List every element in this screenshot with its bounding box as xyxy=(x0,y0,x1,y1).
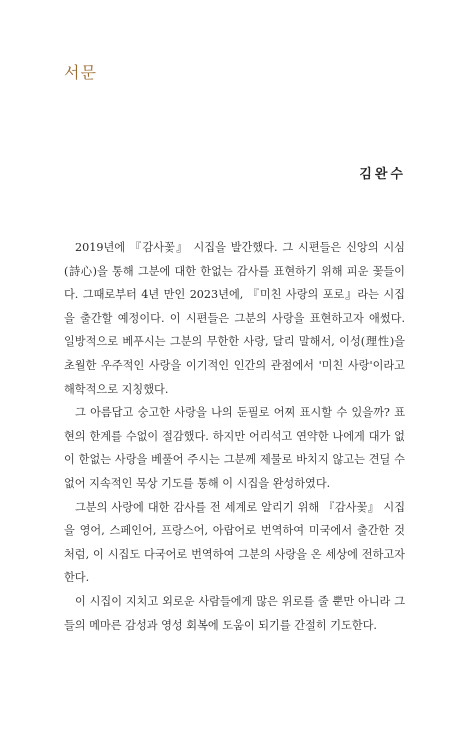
paragraph-1: 2019년에 『감사꽃』 시집을 발간했다. 그 시편들은 신앙의 시심(詩心)을 통해 그분에 대한 한없는 감사를 표현하기 위해 피운 꽃들이다. 그때로부터 4년 만인 2023년에, 『미친 사랑의 포로』라는 시집을 출간할 예정이다. 이 시편들은 그분의 사랑을 표현하고자 애썼다. 일방적으로 베푸시는 그분의 무한한 사랑, 달리 말해서, 이성(理性)을 초월한 우주적인 사랑을 이기적인 인간의 관점에서 '미친 사랑'이라고 해학적으로 지칭했다. xyxy=(64,241,405,396)
author-name: 김완수 xyxy=(359,167,406,182)
page-title: 서문 xyxy=(64,63,97,82)
paragraph-4: 이 시집이 지치고 외로운 사람들에게 많은 위로를 줄 뿐만 아니라 그들의 메마른 감성과 영성 회복에 도움이 되기를 간절히 기도한다. xyxy=(64,594,405,632)
preface-body xyxy=(64,236,405,637)
paragraph-2: 그 아름답고 숭고한 사랑을 나의 둔필로 어찌 표시할 수 있을까? 표현의 한계를 수없이 절감했다. 하지만 어리석고 연약한 나에게 대가 없이 한없는 사랑을 베풀어 주시는 그분께 제물로 바치지 않고는 견딜 수 없어 지속적인 묵상 기도를 통해 이 시집을 완성하였다. xyxy=(64,406,405,490)
paragraph-3: 그분의 사랑에 대한 감사를 전 세계로 알리기 위해 『감사꽃』 시집을 영어, 스페인어, 프랑스어, 아랍어로 번역하여 미국에서 출간한 것처럼, 이 시집도 다국어로 번역하여 그분의 사랑을 온 세상에 전하고자 한다. xyxy=(64,500,405,585)
